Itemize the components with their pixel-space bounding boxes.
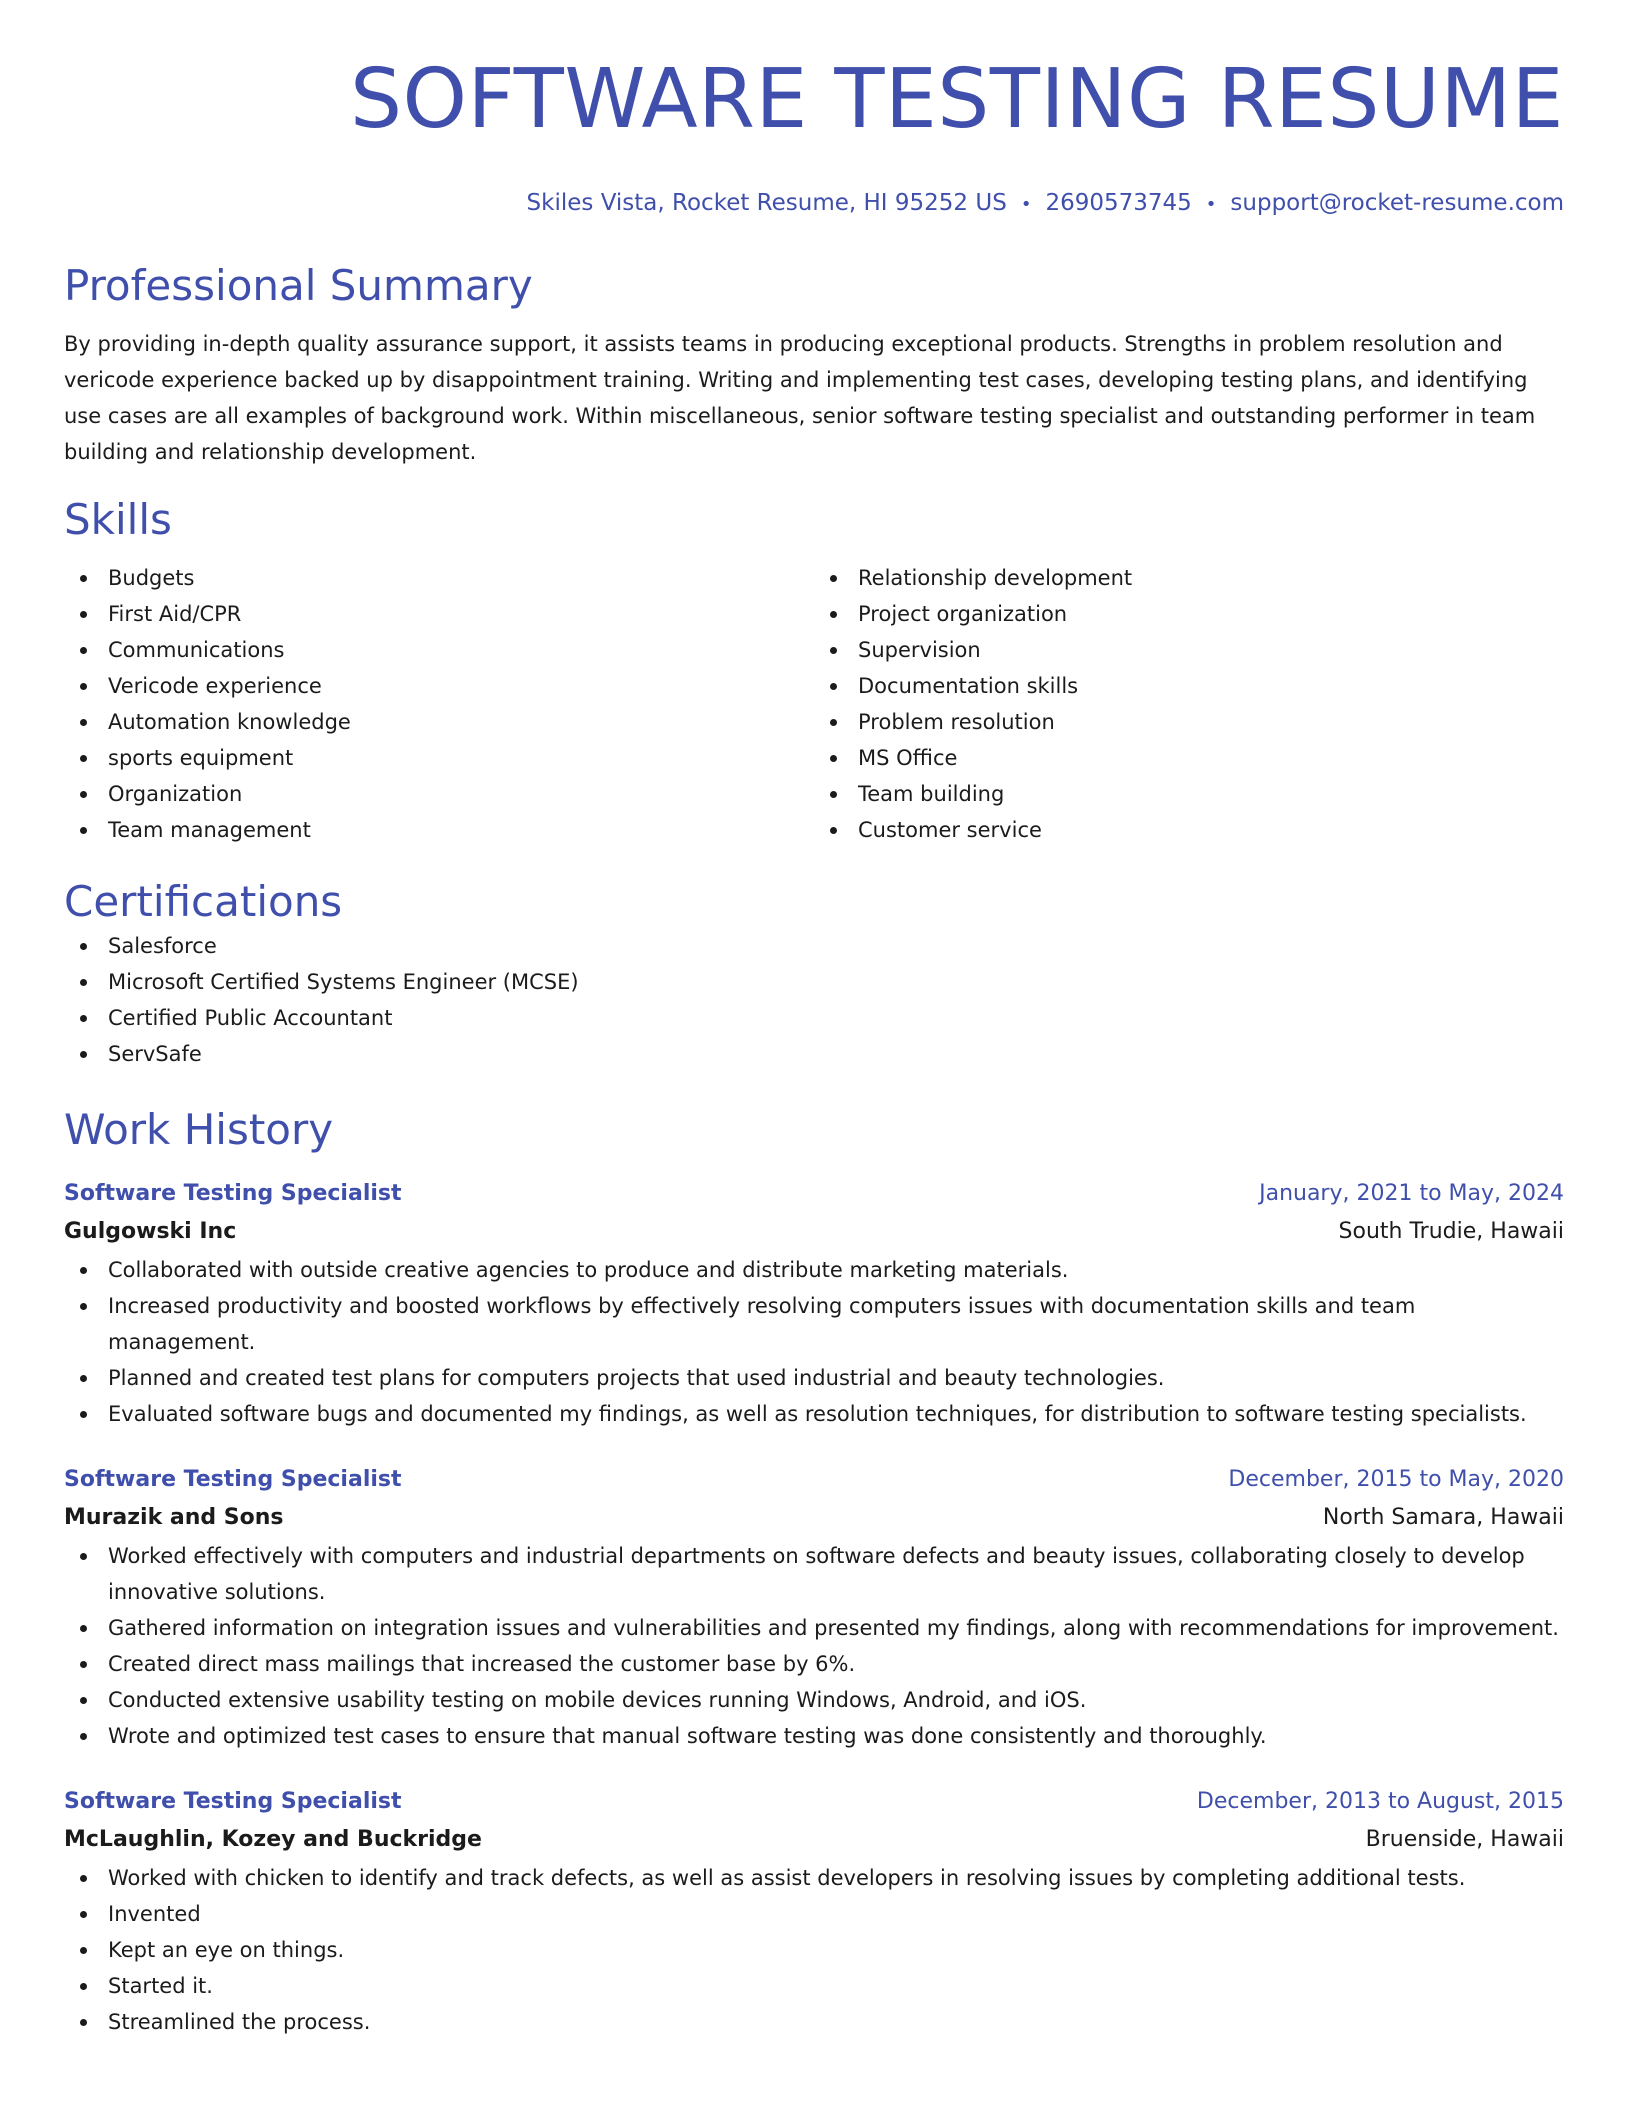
skills-columns — [64, 560, 1564, 848]
skills-list-right — [814, 560, 1564, 848]
bullet-icon — [830, 611, 837, 618]
bullet-icon — [80, 1983, 87, 1990]
skill-item — [814, 740, 1564, 776]
bullet-icon — [80, 1553, 87, 1560]
bullet-icon — [830, 791, 837, 798]
job-bullet-text: Collaborated with outside creative agencies to produce and distribute marketing materials. — [108, 1258, 1069, 1282]
job-company: Murazik and Sons — [64, 1505, 284, 1530]
bullet-icon — [80, 827, 87, 834]
bullet-icon — [830, 647, 837, 654]
job-bullet-text: Gathered information on integration issues and vulnerabilities and presented my findings, along with recommendations for improvement. — [108, 1616, 1559, 1640]
job-position: Software Testing Specialist — [64, 1467, 402, 1492]
contact-address: Skiles Vista, Rocket Resume, HI 95252 US — [526, 190, 1007, 216]
job-bullet — [64, 1932, 1564, 1968]
bullet-icon — [80, 979, 87, 986]
bullet-icon — [80, 943, 87, 950]
job-bullets — [64, 1538, 1564, 1754]
bullet-icon — [80, 1661, 87, 1668]
skill-item — [814, 632, 1564, 668]
job-bullets — [64, 1860, 1564, 2040]
bullet-icon — [80, 1015, 87, 1022]
job-bullet — [64, 1968, 1564, 2004]
bullet-icon — [80, 791, 87, 798]
job-bullet — [64, 1360, 1564, 1396]
certification-item — [64, 964, 1564, 1000]
job-position: Software Testing Specialist — [64, 1789, 402, 1814]
skill-label: MS Office — [858, 746, 958, 770]
bullet-icon — [80, 1697, 87, 1704]
skill-label: Project organization — [858, 602, 1068, 626]
job-dates: January, 2021 to May, 2024 — [1259, 1181, 1564, 1206]
skill-item — [64, 812, 814, 848]
skill-item — [814, 704, 1564, 740]
bullet-icon — [80, 575, 87, 582]
job-company-row — [64, 1820, 1564, 1860]
bullet-icon — [80, 755, 87, 762]
job-bullet — [64, 1860, 1564, 1896]
bullet-icon — [80, 1267, 87, 1274]
certification-label: Microsoft Certified Systems Engineer (MCSE) — [108, 970, 579, 994]
work-history-heading: Work History — [64, 1105, 334, 1154]
job-bullet-text: Worked with chicken to identify and track defects, as well as assist developers in resolving issues by completing additional tests. — [108, 1866, 1466, 1890]
skill-item — [814, 812, 1564, 848]
skill-label: Customer service — [858, 818, 1042, 842]
skill-label: Team management — [108, 818, 311, 842]
contact-phone: 2690573745 — [1045, 190, 1192, 216]
job-bullets — [64, 1252, 1564, 1432]
skill-item — [64, 560, 814, 596]
contact-separator: • — [1020, 194, 1032, 215]
job-bullet — [64, 2004, 1564, 2040]
job-bullet — [64, 1538, 1564, 1610]
certification-label: Certified Public Accountant — [108, 1006, 393, 1030]
skill-item — [814, 596, 1564, 632]
skill-item — [64, 704, 814, 740]
bullet-icon — [80, 1875, 87, 1882]
job-entry — [64, 1176, 1564, 1432]
job-position: Software Testing Specialist — [64, 1181, 402, 1206]
job-bullet — [64, 1646, 1564, 1682]
skill-item — [64, 632, 814, 668]
job-bullet-text: Started it. — [108, 1974, 213, 1998]
certifications-heading: Certifications — [64, 877, 343, 926]
certification-item — [64, 1000, 1564, 1036]
skill-item — [814, 776, 1564, 812]
job-bullet-text: Worked effectively with computers and industrial departments on software defects and beauty issues, collaborating closely to develop innovative solutions. — [108, 1544, 1525, 1604]
job-bullet-text: Kept an eye on things. — [108, 1938, 345, 1962]
skills-heading: Skills — [64, 495, 172, 544]
bullet-icon — [80, 1411, 87, 1418]
summary-text: By providing in-depth quality assurance support, it assists teams in producing exceptional products. Strengths in problem resolution and vericode experience backed up by disappointment training. Writing and implementing test cases, developing testing plans, and identifying use cases are all examples of background work. Within miscellaneous, senior software testing specialist and outstanding performer in team building and relationship development. — [64, 332, 1536, 464]
skill-item — [64, 776, 814, 812]
job-company-row — [64, 1498, 1564, 1538]
bullet-icon — [80, 719, 87, 726]
job-bullet — [64, 1610, 1564, 1646]
skill-label: Automation knowledge — [108, 710, 351, 734]
bullet-icon — [80, 1375, 87, 1382]
job-bullet — [64, 1718, 1564, 1754]
skill-label: Organization — [108, 782, 243, 806]
job-entry — [64, 1462, 1564, 1754]
job-bullet — [64, 1896, 1564, 1932]
bullet-icon — [80, 1733, 87, 1740]
job-bullet-text: Conducted extensive usability testing on mobile devices running Windows, Android, and iOS. — [108, 1688, 1087, 1712]
skill-item — [64, 740, 814, 776]
job-location: South Trudie, Hawaii — [1338, 1219, 1564, 1244]
skill-label: Supervision — [858, 638, 981, 662]
contact-email: support@rocket-resume.com — [1230, 190, 1564, 216]
bullet-icon — [80, 1625, 87, 1632]
job-company: Gulgowski Inc — [64, 1219, 237, 1244]
skill-label: Vericode experience — [108, 674, 322, 698]
job-company-row — [64, 1212, 1564, 1252]
contact-line — [64, 188, 1564, 220]
skill-item — [64, 596, 814, 632]
job-header-row — [64, 1462, 1564, 1498]
bullet-icon — [80, 1303, 87, 1310]
certification-label: Salesforce — [108, 934, 217, 958]
skill-label: Budgets — [108, 566, 195, 590]
job-entry — [64, 1784, 1564, 2040]
skill-label: Documentation skills — [858, 674, 1079, 698]
bullet-icon — [80, 683, 87, 690]
job-location: North Samara, Hawaii — [1322, 1505, 1564, 1530]
job-dates: December, 2015 to May, 2020 — [1228, 1467, 1564, 1492]
bullet-icon — [80, 2019, 87, 2026]
bullet-icon — [830, 575, 837, 582]
bullet-icon — [830, 755, 837, 762]
skill-item — [814, 668, 1564, 704]
contact-separator: • — [1205, 194, 1217, 215]
skill-label: Relationship development — [858, 566, 1133, 590]
job-bullet — [64, 1288, 1564, 1360]
job-company: McLaughlin, Kozey and Buckridge — [64, 1827, 482, 1852]
skill-item — [64, 668, 814, 704]
job-bullet — [64, 1252, 1564, 1288]
bullet-icon — [80, 611, 87, 618]
job-dates: December, 2013 to August, 2015 — [1196, 1789, 1564, 1814]
job-header-row — [64, 1784, 1564, 1820]
job-bullet-text: Evaluated software bugs and documented my findings, as well as resolution techniques, for distribution to software testing specialists. — [108, 1402, 1527, 1426]
bullet-icon — [80, 1947, 87, 1954]
certification-item — [64, 1036, 1564, 1072]
bullet-icon — [80, 1051, 87, 1058]
skill-label: sports equipment — [108, 746, 294, 770]
job-bullet-text: Planned and created test plans for computers projects that used industrial and beauty technologies. — [108, 1366, 1165, 1390]
job-header-row — [64, 1176, 1564, 1212]
certification-item — [64, 928, 1564, 964]
job-bullet — [64, 1682, 1564, 1718]
certification-label: ServSafe — [108, 1042, 202, 1066]
skill-label: Team building — [858, 782, 1005, 806]
skill-item — [814, 560, 1564, 596]
job-location: Bruenside, Hawaii — [1365, 1827, 1564, 1852]
summary-heading: Professional Summary — [64, 261, 533, 310]
bullet-icon — [830, 719, 837, 726]
certifications-list — [64, 928, 1564, 1072]
bullet-icon — [830, 827, 837, 834]
job-bullet-text: Created direct mass mailings that increased the customer base by 6%. — [108, 1652, 856, 1676]
job-bullet — [64, 1396, 1564, 1432]
job-bullet-text: Increased productivity and boosted workflows by effectively resolving computers issues with documentation skills and team management. — [108, 1294, 1416, 1354]
bullet-icon — [80, 647, 87, 654]
resume-title: SOFTWARE TESTING RESUME — [349, 52, 1564, 147]
skill-label: First Aid/CPR — [108, 602, 242, 626]
bullet-icon — [830, 683, 837, 690]
bullet-icon — [80, 1911, 87, 1918]
skill-label: Communications — [108, 638, 285, 662]
skill-label: Problem resolution — [858, 710, 1055, 734]
job-bullet-text: Invented — [108, 1902, 201, 1926]
job-bullet-text: Streamlined the process. — [108, 2010, 371, 2034]
job-bullet-text: Wrote and optimized test cases to ensure that manual software testing was done consistently and thoroughly. — [108, 1724, 1267, 1748]
skills-list-left — [64, 560, 814, 848]
